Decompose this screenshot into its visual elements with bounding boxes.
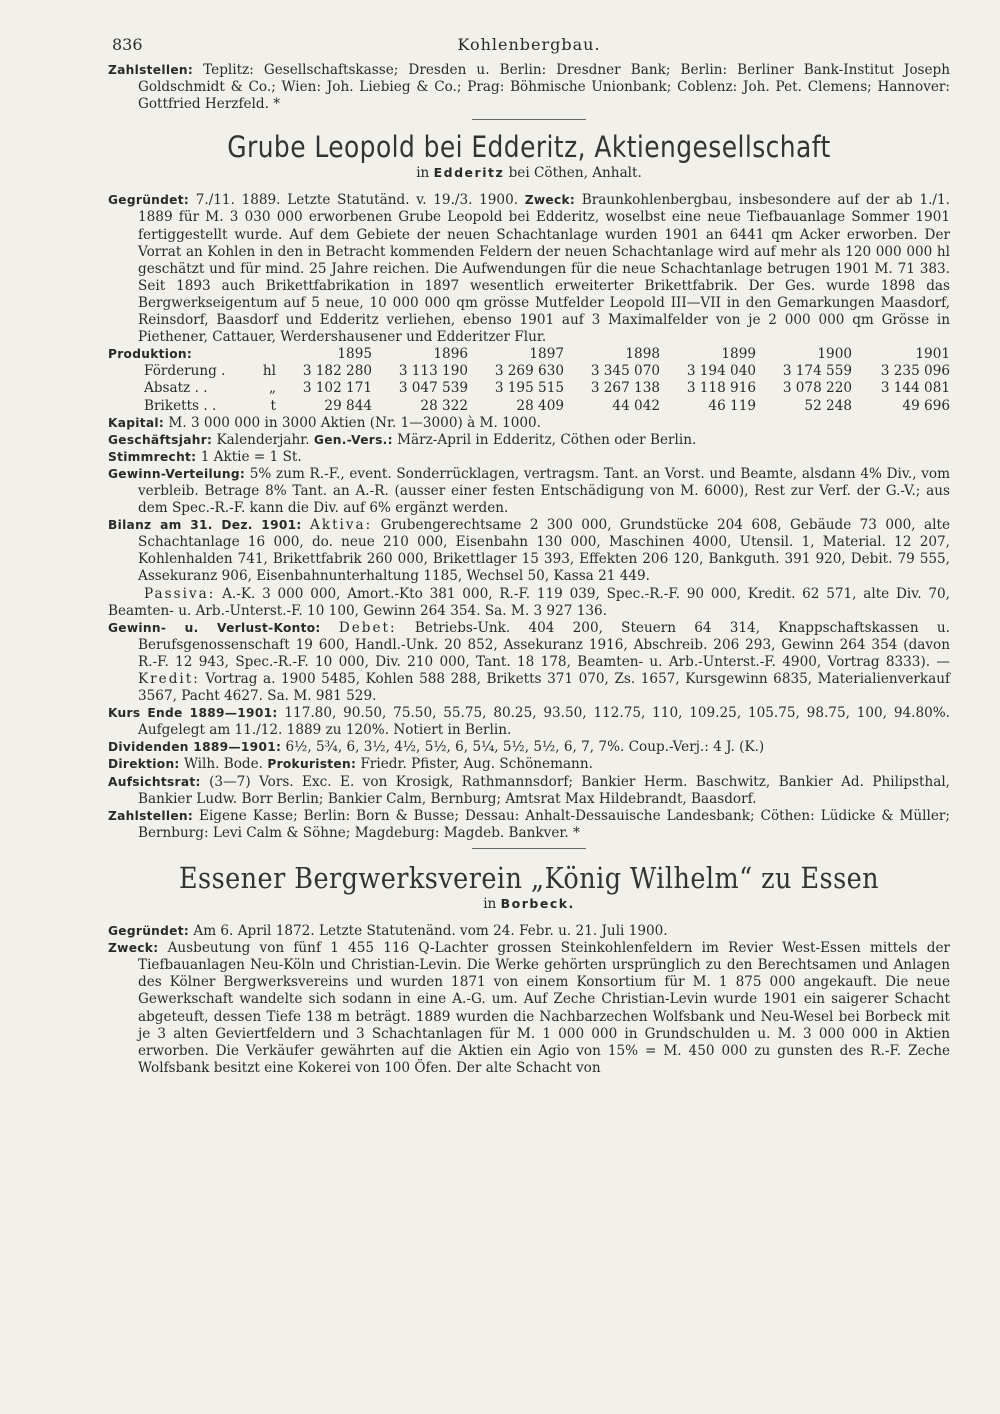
bilanz bbox=[108, 517, 950, 585]
value-cell: 46 119 bbox=[708, 397, 756, 414]
company2-zweck bbox=[108, 940, 950, 1077]
running-title: Kohlenbergbau. bbox=[457, 35, 601, 54]
ar-label: Aufsichtsrat: bbox=[108, 774, 201, 789]
guv-label: Gewinn- u. Verlust-Konto: bbox=[108, 620, 321, 635]
kurs-text: 117.80, 90.50, 75.50, 55.75, 80.25, 93.50, 112.75, 110, 109.25, 105.75, 98.75, 100, 94.80%. Aufgelegt am 11./12. 1889 zu 120%. Notiert in Berlin. bbox=[138, 705, 950, 739]
gegruendet-text: 7./11. 1889. Letzte Statutänd. v. 19./3. 1900. bbox=[195, 192, 519, 209]
zahlstellen bbox=[108, 808, 950, 842]
gewinn-verlust-konto bbox=[108, 620, 950, 705]
geschaeftsjahr bbox=[108, 432, 950, 449]
aktiva-text: Grubengerechtsame 2 300 000, Grundstücke 204 608, Gebäude 73 000, alte Schachtanlage 16 000, do. neue 210 000, Eisenbahn 130 000, Maschinen 4000, Utensil. 1, Material. 12 207, Kohlenhalden 741, Brikettfabrik 260 000, Brikettlager 15 393, Effekten 206 120, Bankguth. 391 920, Debit. 79 555, Assekuranz 906, Eisenbahnunterhaltung 1185, Wechsel 50, Kassa 21 449. bbox=[138, 517, 951, 585]
stimmrecht bbox=[108, 449, 950, 466]
prok-label: Prokuristen: bbox=[267, 757, 357, 772]
value-cell: 3 118 916 bbox=[686, 380, 756, 397]
row-name: Absatz bbox=[144, 380, 191, 397]
row-dots: . . bbox=[203, 397, 217, 414]
location-suffix: bei Cöthen, Anhalt. bbox=[508, 165, 642, 182]
value-cell: 28 322 bbox=[420, 397, 468, 414]
page-header bbox=[108, 36, 950, 58]
gv-text: März-April in Edderitz, Cöthen oder Berlin. bbox=[397, 431, 697, 448]
produktion-row bbox=[108, 398, 950, 415]
company2-title: Essener Bergwerksverein „König Wilhelm“ zu Essen bbox=[178, 860, 880, 895]
label: Zahlstellen: bbox=[108, 63, 194, 77]
passiva-text: A.-K. 3 000 000, Amort.-Kto 381 000, R.-F. 119 039, Spec.-R.-F. 90 000, Kredit. 62 571, alte Div. 70, Beamten- u. Arb.-Unterst.-F. 10 100, Gewinn 264 354. Sa. M. 3 927 136. bbox=[108, 585, 951, 619]
row-unit: t bbox=[270, 397, 276, 414]
gewinnv-label: Gewinn-Verteilung: bbox=[108, 466, 246, 481]
row-unit: hl bbox=[262, 363, 276, 380]
zahl-text: Eigene Kasse; Berlin: Born & Busse; Dessau: Anhalt-Dessauische Landesbank; Cöthen: Lüdicke & Müller; Bernburg: Levi Calm & Söhne; Magdeburg: Magdeb. Bankver. * bbox=[138, 807, 950, 841]
company2-location bbox=[108, 895, 950, 913]
value-cell: 3 269 630 bbox=[494, 363, 564, 380]
div-label: Dividenden 1889—1901: bbox=[108, 740, 282, 755]
value-cell: 29 844 bbox=[324, 397, 372, 414]
gegruendet-label: Gegründet: bbox=[108, 193, 190, 208]
value-cell: 28 409 bbox=[516, 397, 564, 414]
gj-text: Kalenderjahr. bbox=[216, 431, 310, 448]
value-cell: 3 078 220 bbox=[782, 380, 852, 397]
value-cell: 3 113 190 bbox=[398, 363, 468, 380]
dir-text: Wilh. Bode. bbox=[183, 756, 264, 773]
row-unit: „ bbox=[268, 380, 276, 397]
year-cell: 1899 bbox=[721, 346, 756, 363]
gewinnv-text: 5% zum R.-F., event. Sonderrücklagen, vertragsm. Tant. an Vorst. und Beamte, alsdann 4% Div., vom verbleib. Betrage 8% Tant. an A.-R. (ausser einer festen Entschädigung von M. 6000), Rest zur Verf. der G.-V.; aus dem Spec.-R.-F. kann die Div. auf 6% ergänzt werden. bbox=[138, 465, 950, 517]
value-cell: 49 696 bbox=[902, 397, 950, 414]
ar-text: (3—7) Vors. Exc. E. von Krosigk, Rathmannsdorf; Bankier Herm. Baschwitz, Bankier Ad. Philipsthal, Bankier Ludw. Borr Berlin; Bankier Calm, Bernburg; Amtsrat Max Hildebrandt, Baasdorf. bbox=[138, 773, 951, 807]
row-name: Briketts bbox=[144, 397, 200, 414]
year-cell: 1901 bbox=[915, 346, 950, 363]
value-cell: 3 174 559 bbox=[782, 363, 852, 380]
year-cell: 1896 bbox=[433, 346, 468, 363]
produktion-row bbox=[108, 363, 950, 380]
value-cell: 3 235 096 bbox=[880, 363, 950, 380]
prok-text: Friedr. Pfister, Aug. Schönemann. bbox=[360, 756, 593, 773]
value-cell: 3 345 070 bbox=[590, 363, 660, 380]
document-page bbox=[108, 36, 950, 1077]
location-town: Borbeck. bbox=[500, 895, 575, 911]
produktion-table bbox=[108, 346, 950, 414]
row-dots: . bbox=[221, 363, 226, 380]
stimm-text: 1 Aktie = 1 St. bbox=[200, 448, 302, 465]
location-prefix: in bbox=[483, 895, 497, 912]
year-cell: 1897 bbox=[529, 346, 564, 363]
passiva-label: Passiva: bbox=[144, 585, 216, 602]
gv-label: Gen.-Vers.: bbox=[313, 432, 393, 447]
location-prefix: in bbox=[416, 165, 430, 182]
produktion-header-row bbox=[108, 346, 950, 363]
zweck-label: Zweck: bbox=[524, 193, 576, 208]
gewinn-verteilung bbox=[108, 466, 950, 517]
zweck-text: Braunkohlenbergbau, insbesondere auf der ab 1./1. 1889 für M. 3 030 000 erworbenen Grube Leopold bei Edderitz, woselbst eine neue Tiefbauanlage Sommer 1901 fertiggestellt wurde. Auf dem Gebiete der neuen Schachtanlage wurden 1901 an 6441 qm Acker erworben. Der Vorrat an Kohlen in den in Betracht kommenden Feldern der neuen Schachtanlage wird auf mehr als 120 000 000 hl geschätzt und für mind. 25 Jahre reichen. Die Aufwendungen für die neue Schachtanlage betrugen 1901 M. 71 383. Seit 1893 auch Brikettfabrikation in 1897 wesentlich erweiterter Brikettfabrik. Der Ges. wurde 1898 das Bergwerkseigentum auf 5 neue, 10 000 000 qm grösse Mutfelder Leopold III—VII in den Gemarkungen Maasdorf, Reinsdorf, Baasdorf und Edderitz verliehen, ebenso 1901 auf 3 Maximalfelder von je 2 000 000 qm Grösse in Piethener, Cattauer, Werdershausener und Edderitzer Flur. bbox=[138, 192, 950, 346]
value-cell: 3 267 138 bbox=[590, 380, 660, 397]
location-town: Edderitz bbox=[433, 165, 505, 181]
value-cell: 3 182 280 bbox=[302, 363, 372, 380]
gegruendet-text: Am 6. April 1872. Letzte Statutenänd. vom 24. Febr. u. 21. Juli 1900. bbox=[193, 923, 668, 940]
zahl-label: Zahlstellen: bbox=[108, 808, 194, 823]
div-text: 6½, 5¾, 6, 3½, 4½, 5½, 6, 5¼, 5½, 5½, 6, 7, 7%. Coup.-Verj.: 4 J. (K.) bbox=[285, 739, 765, 756]
value-cell: 44 042 bbox=[612, 397, 660, 414]
text: Teplitz: Gesellschaftskasse; Dresden u. Berlin: Dresdner Bank; Berlin: Berliner Bank-Institut Joseph Goldschmidt & Co.; Wien: Joh. Liebieg & Co.; Prag: Böhmische Unionbank; Coblenz: Joh. Pet. Clemens; Hannover: Gottfried Herzfeld. * bbox=[138, 62, 950, 113]
year-cell: 1898 bbox=[625, 346, 660, 363]
value-cell: 3 194 040 bbox=[686, 363, 756, 380]
aufsichtsrat bbox=[108, 774, 950, 808]
produktion-section bbox=[108, 346, 950, 414]
kapital-text: M. 3 000 000 in 3000 Aktien (Nr. 1—3000) à M. 1000. bbox=[168, 414, 542, 431]
gj-label: Geschäftsjahr: bbox=[108, 432, 213, 447]
divider bbox=[472, 848, 586, 849]
value-cell: 3 144 081 bbox=[880, 380, 950, 397]
kredit-label: Kredit: bbox=[138, 671, 200, 687]
zweck-label: Zweck: bbox=[108, 941, 159, 956]
page-number: 836 bbox=[112, 35, 143, 54]
value-cell: 3 102 171 bbox=[302, 380, 372, 397]
company2-gegruendet bbox=[108, 923, 950, 940]
company1-gegruendet bbox=[108, 192, 950, 346]
produktion-row bbox=[108, 380, 950, 397]
gegruendet-label: Gegründet: bbox=[108, 924, 190, 939]
debet-label: Debet: bbox=[338, 619, 397, 636]
year-cell: 1895 bbox=[337, 346, 372, 363]
year-cell: 1900 bbox=[817, 346, 852, 363]
dividenden bbox=[108, 739, 950, 756]
dir-label: Direktion: bbox=[108, 757, 180, 772]
produktion-label: Produktion: bbox=[108, 347, 193, 362]
company1-location bbox=[108, 164, 950, 182]
zweck-text: Ausbeutung von fünf 1 455 116 Q-Lachter grossen Steinkohlenfeldern im Revier West-Essen mittels der Tiefbauanlagen Neu-Köln und Christian-Levin. Die Werke gehörten ursprünglich zu den Berechtsamen und Anlagen des Kölner Bergwerksvereins und wurden 1871 von einem Konsortium für M. 1 875 000 angekauft. Die neue Gewerkschaft wandelte sich sodann in eine A.-G. um. Auf Zeche Christian-Levin wurde 1901 ein saigerer Schacht abgeteuft, dessen Tiefe 138 m beträgt. 1889 wurden die Nachbarzechen Wolfsbank und Neu-Wesel bei Borbeck mit je 3 alten Geviertfeldern und 3 Schachtanlagen für M. 1 000 000 in Grundschulden u. M. 3 000 000 in Aktien erworben. Die Verkäufer gewährten auf die Aktien ein Agio von 15% = M. 450 000 zu gunsten des R.-F. Zeche Wolfsbank besitzt eine Kokerei von 100 Öfen. Der alte Schacht von bbox=[138, 940, 950, 1076]
divider bbox=[472, 119, 586, 120]
value-cell: 3 195 515 bbox=[494, 380, 564, 397]
row-name: Förderung bbox=[144, 363, 217, 380]
kurs bbox=[108, 705, 950, 739]
aktiva-label: Aktiva: bbox=[310, 517, 373, 534]
kapital-label: Kapital: bbox=[108, 415, 165, 430]
stimm-label: Stimmrecht: bbox=[108, 449, 197, 464]
kurs-label: Kurs Ende 1889—1901: bbox=[108, 706, 278, 721]
kapital bbox=[108, 415, 950, 432]
direktion bbox=[108, 756, 950, 773]
bilanz-label: Bilanz am 31. Dez. 1901: bbox=[108, 518, 302, 533]
value-cell: 3 047 539 bbox=[398, 380, 468, 397]
debet-text: Betriebs-Unk. 404 200, Steuern 64 314, Knappschaftskassen u. Berufsgenossenschaft 19 600, Handl.-Unk. 20 852, Assekuranz 1916, Abschreib. 206 293, Gewinn 264 354 (davon R.-F. 12 943, Spec.-R.-F. 10 000, Div. 210 000, Tant. 18 178, Beamten- u. Arb.-Unterst.-F. 4900, Vortrag 8333). — bbox=[138, 619, 950, 670]
top-zahlstellen bbox=[108, 62, 950, 113]
value-cell: 52 248 bbox=[804, 397, 852, 414]
bilanz-passiva bbox=[108, 586, 950, 620]
kredit-text: Vortrag a. 1900 5485, Kohlen 588 288, Briketts 371 070, Zs. 1657, Kursgewinn 6835, Materialienverkauf 3567, Pacht 4627. Sa. M. 981 529. bbox=[138, 671, 951, 705]
row-dots: . . bbox=[194, 380, 208, 397]
company1-title: Grube Leopold bei Edderitz, Aktiengesellschaft bbox=[227, 130, 831, 165]
